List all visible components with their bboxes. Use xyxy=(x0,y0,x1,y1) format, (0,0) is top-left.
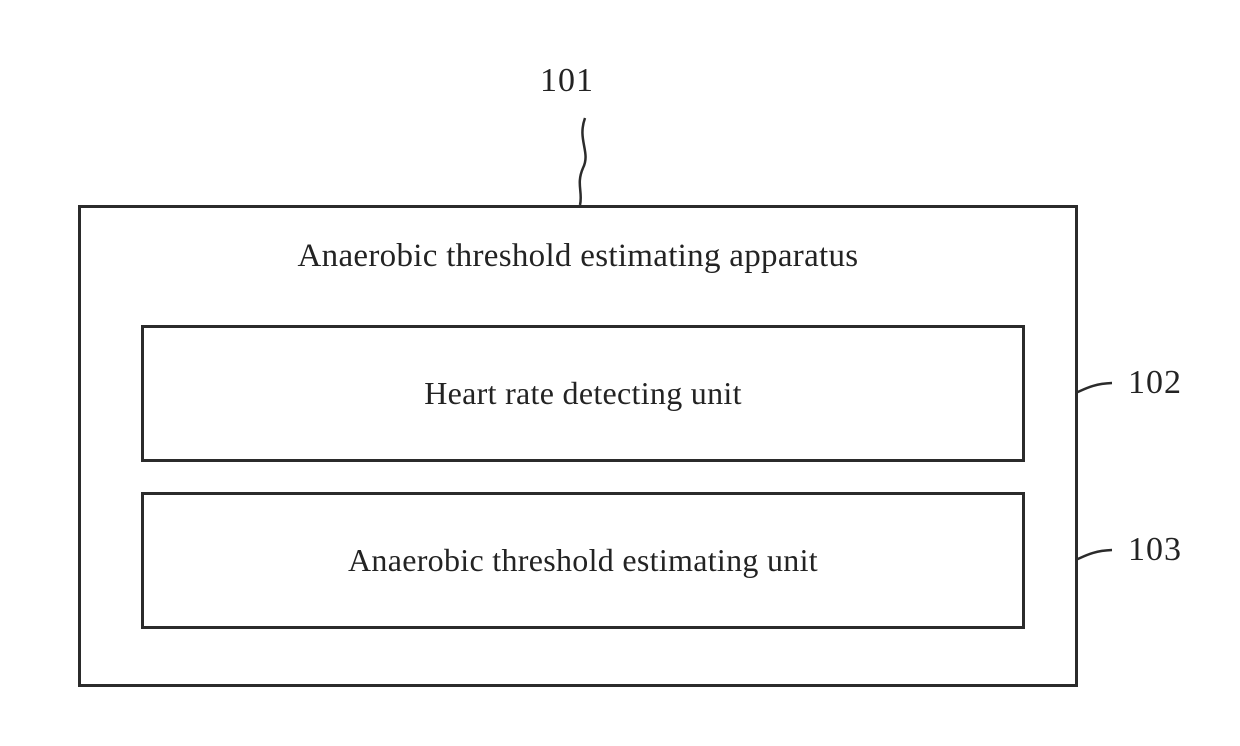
block-label-heart-rate-detecting-unit: Heart rate detecting unit xyxy=(424,375,742,411)
reference-numeral-101: 101 xyxy=(540,62,594,99)
block-anaerobic-threshold-estimating-unit xyxy=(141,492,1025,629)
block-anaerobic-threshold-estimating-apparatus xyxy=(78,205,1078,687)
block-heart-rate-detecting-unit xyxy=(141,325,1025,462)
block-label-apparatus: Anaerobic threshold estimating apparatus xyxy=(297,238,859,274)
block-label-anaerobic-threshold-estimating-unit: Anaerobic threshold estimating unit xyxy=(348,542,818,578)
reference-numeral-103: 103 xyxy=(1128,531,1182,568)
reference-numeral-102: 102 xyxy=(1128,364,1182,401)
leader-101 xyxy=(580,118,586,205)
